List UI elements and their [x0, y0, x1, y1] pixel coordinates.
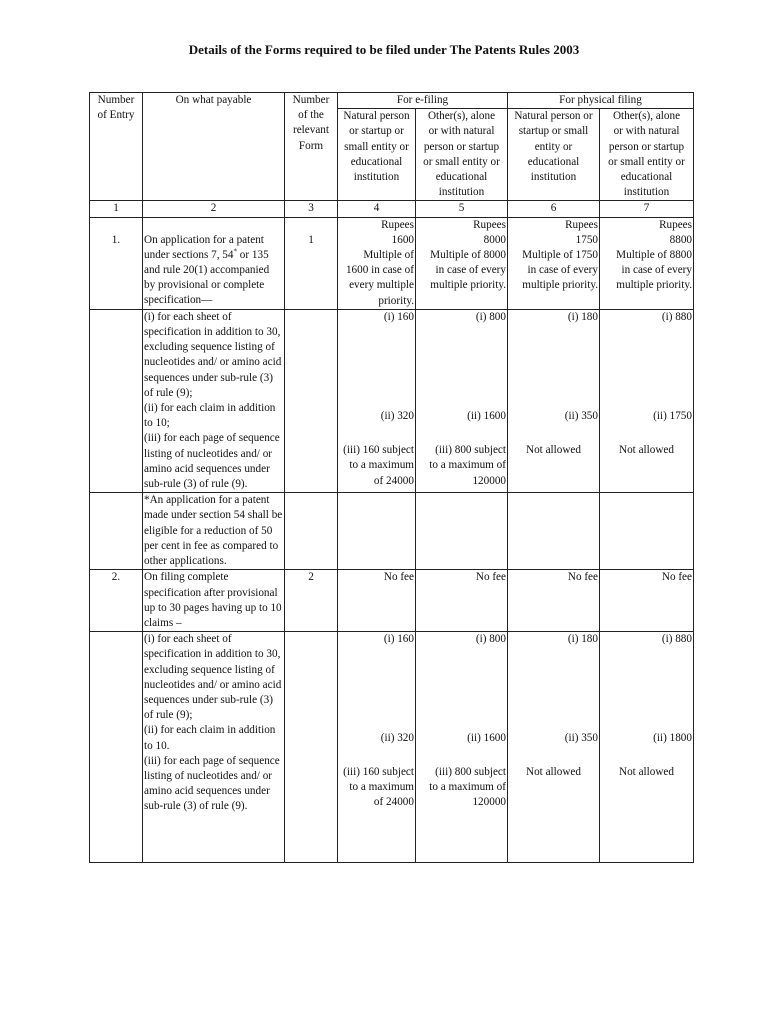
- empty-cell: [285, 493, 338, 570]
- entry-description: (i) for each sheet of specification in addition to 30, excluding sequence listing of nucleotides and/ or amino acid sequences under sub-rule (3) of rule (9); (ii) for each claim in addition to 10; (iii) for each page of sequence listing of nucleotides and/ or amino acid sequences under sub-rule (3) of rule (9).: [143, 309, 285, 492]
- fee-ii: (ii) 1750: [653, 410, 692, 423]
- entry-number: 2.: [90, 570, 143, 632]
- subheader-physical-others: Other(s), alone or with natural person or startup or small entity or educational institution: [600, 109, 694, 201]
- col-number: 5: [416, 201, 508, 217]
- col-number: 3: [285, 201, 338, 217]
- col-number: 6: [508, 201, 600, 217]
- fee-cell: Rupees 1600 Multiple of 1600 in case of every multiple priority.: [338, 217, 416, 309]
- empty-cell: [90, 309, 143, 492]
- fee-iii: (iii) 160 subject to a maximum of 24000: [343, 444, 414, 487]
- empty-cell: [90, 493, 143, 570]
- fee-iii: Not allowed: [619, 765, 674, 778]
- header-row: [90, 93, 694, 109]
- fees-table: [89, 92, 694, 863]
- fee-iii: Not allowed: [619, 444, 674, 457]
- fee-i: (i) 800: [475, 633, 506, 646]
- empty-cell: [285, 309, 338, 492]
- entry-description-part: or 135 and rule 20(1) accompanied by provisional or complete specification—: [144, 248, 270, 307]
- page-title: Details of the Forms required to be filed under The Patents Rules 2003: [188, 42, 580, 57]
- fee-cell: [338, 632, 416, 863]
- fee-ii: (ii) 320: [380, 732, 414, 745]
- entry-description: [143, 217, 285, 309]
- empty-cell: [600, 493, 694, 570]
- header-on-what-payable: On what payable: [143, 93, 285, 201]
- fee-cell: No fee: [338, 570, 416, 632]
- table-row: [90, 632, 694, 863]
- subheader-efiling-natural: Natural person or startup or small entity or educational institution: [338, 109, 416, 201]
- form-number: 2: [285, 570, 338, 632]
- fee-i: (i) 800: [475, 310, 506, 323]
- fee-cell: [416, 309, 508, 492]
- fee-cell: Rupees 1750 Multiple of 1750 in case of every multiple priority.: [508, 217, 600, 309]
- fee-ii: (ii) 1800: [653, 732, 692, 745]
- fee-iii: Not allowed: [526, 444, 581, 457]
- entry-description: On filing complete specification after provisional up to 30 pages having up to 10 claims –: [143, 570, 285, 632]
- fee-cell: Rupees 8000 Multiple of 8000 in case of every multiple priority.: [416, 217, 508, 309]
- entry-description: (i) for each sheet of specification in addition to 30, excluding sequence listing of nucleotides and/ or amino acid sequences under sub-rule (3) of rule (9); (ii) for each claim in addition to 10. (iii) for each page of sequence listing of nucleotides and/ or amino acid sequences under sub-rule (3) of rule (9).: [143, 632, 285, 863]
- fee-i: (i) 880: [661, 310, 692, 323]
- fee-i: (i) 880: [661, 633, 692, 646]
- subheader-efiling-others: Other(s), alone or with natural person or startup or small entity or educational institution: [416, 109, 508, 201]
- fee-cell: No fee: [508, 570, 600, 632]
- fee-i: (i) 160: [383, 310, 414, 323]
- fee-cell: [600, 309, 694, 492]
- header-number-of-form: Number of the relevant Form: [285, 93, 338, 201]
- fee-cell: No fee: [416, 570, 508, 632]
- col-number: 7: [600, 201, 694, 217]
- empty-cell: [90, 632, 143, 863]
- fee-ii: (ii) 320: [380, 410, 414, 423]
- asterisk-mark: *: [233, 247, 237, 256]
- entry-number: 1.: [90, 217, 143, 309]
- empty-cell: [416, 493, 508, 570]
- header-efiling: For e-filing: [338, 93, 508, 109]
- fee-cell: [508, 309, 600, 492]
- fee-iii: (iii) 800 subject to a maximum of 120000: [429, 765, 506, 808]
- form-number: 1: [285, 217, 338, 309]
- footnote-text: *An application for a patent made under section 54 shall be eligible for a reduction of 50 per cent in fee as compared to other applications.: [143, 493, 285, 570]
- fee-cell: No fee: [600, 570, 694, 632]
- fee-ii: (ii) 350: [564, 732, 598, 745]
- col-number: 2: [143, 201, 285, 217]
- fee-cell: [416, 632, 508, 863]
- fee-iii: (iii) 800 subject to a maximum of 120000: [429, 444, 506, 487]
- header-physical-filing: For physical filing: [508, 93, 694, 109]
- col-number: 4: [338, 201, 416, 217]
- fee-iii: Not allowed: [526, 765, 581, 778]
- table-row: [90, 309, 694, 492]
- fee-ii: (ii) 1600: [467, 732, 506, 745]
- table-row: [90, 570, 694, 632]
- fee-ii: (ii) 350: [564, 410, 598, 423]
- entry-description-part: On application for a patent under sections 7, 54: [144, 233, 264, 261]
- empty-cell: [285, 632, 338, 863]
- fee-i: (i) 180: [567, 310, 598, 323]
- empty-cell: [508, 493, 600, 570]
- subheader-physical-natural: Natural person or startup or small entity or educational institution: [508, 109, 600, 201]
- fee-cell: Rupees 8800 Multiple of 8800 in case of every multiple priority.: [600, 217, 694, 309]
- fee-i: (i) 160: [383, 633, 414, 646]
- fee-iii: (iii) 160 subject to a maximum of 24000: [343, 765, 414, 808]
- empty-cell: [338, 493, 416, 570]
- column-number-row: [90, 201, 694, 217]
- table-row: [90, 217, 694, 309]
- fee-cell: [338, 309, 416, 492]
- table-row: [90, 493, 694, 570]
- header-number-of-entry: Number of Entry: [90, 93, 143, 201]
- col-number: 1: [90, 201, 143, 217]
- fee-i: (i) 180: [567, 633, 598, 646]
- fee-cell: [508, 632, 600, 863]
- fee-cell: [600, 632, 694, 863]
- fee-ii: (ii) 1600: [467, 410, 506, 423]
